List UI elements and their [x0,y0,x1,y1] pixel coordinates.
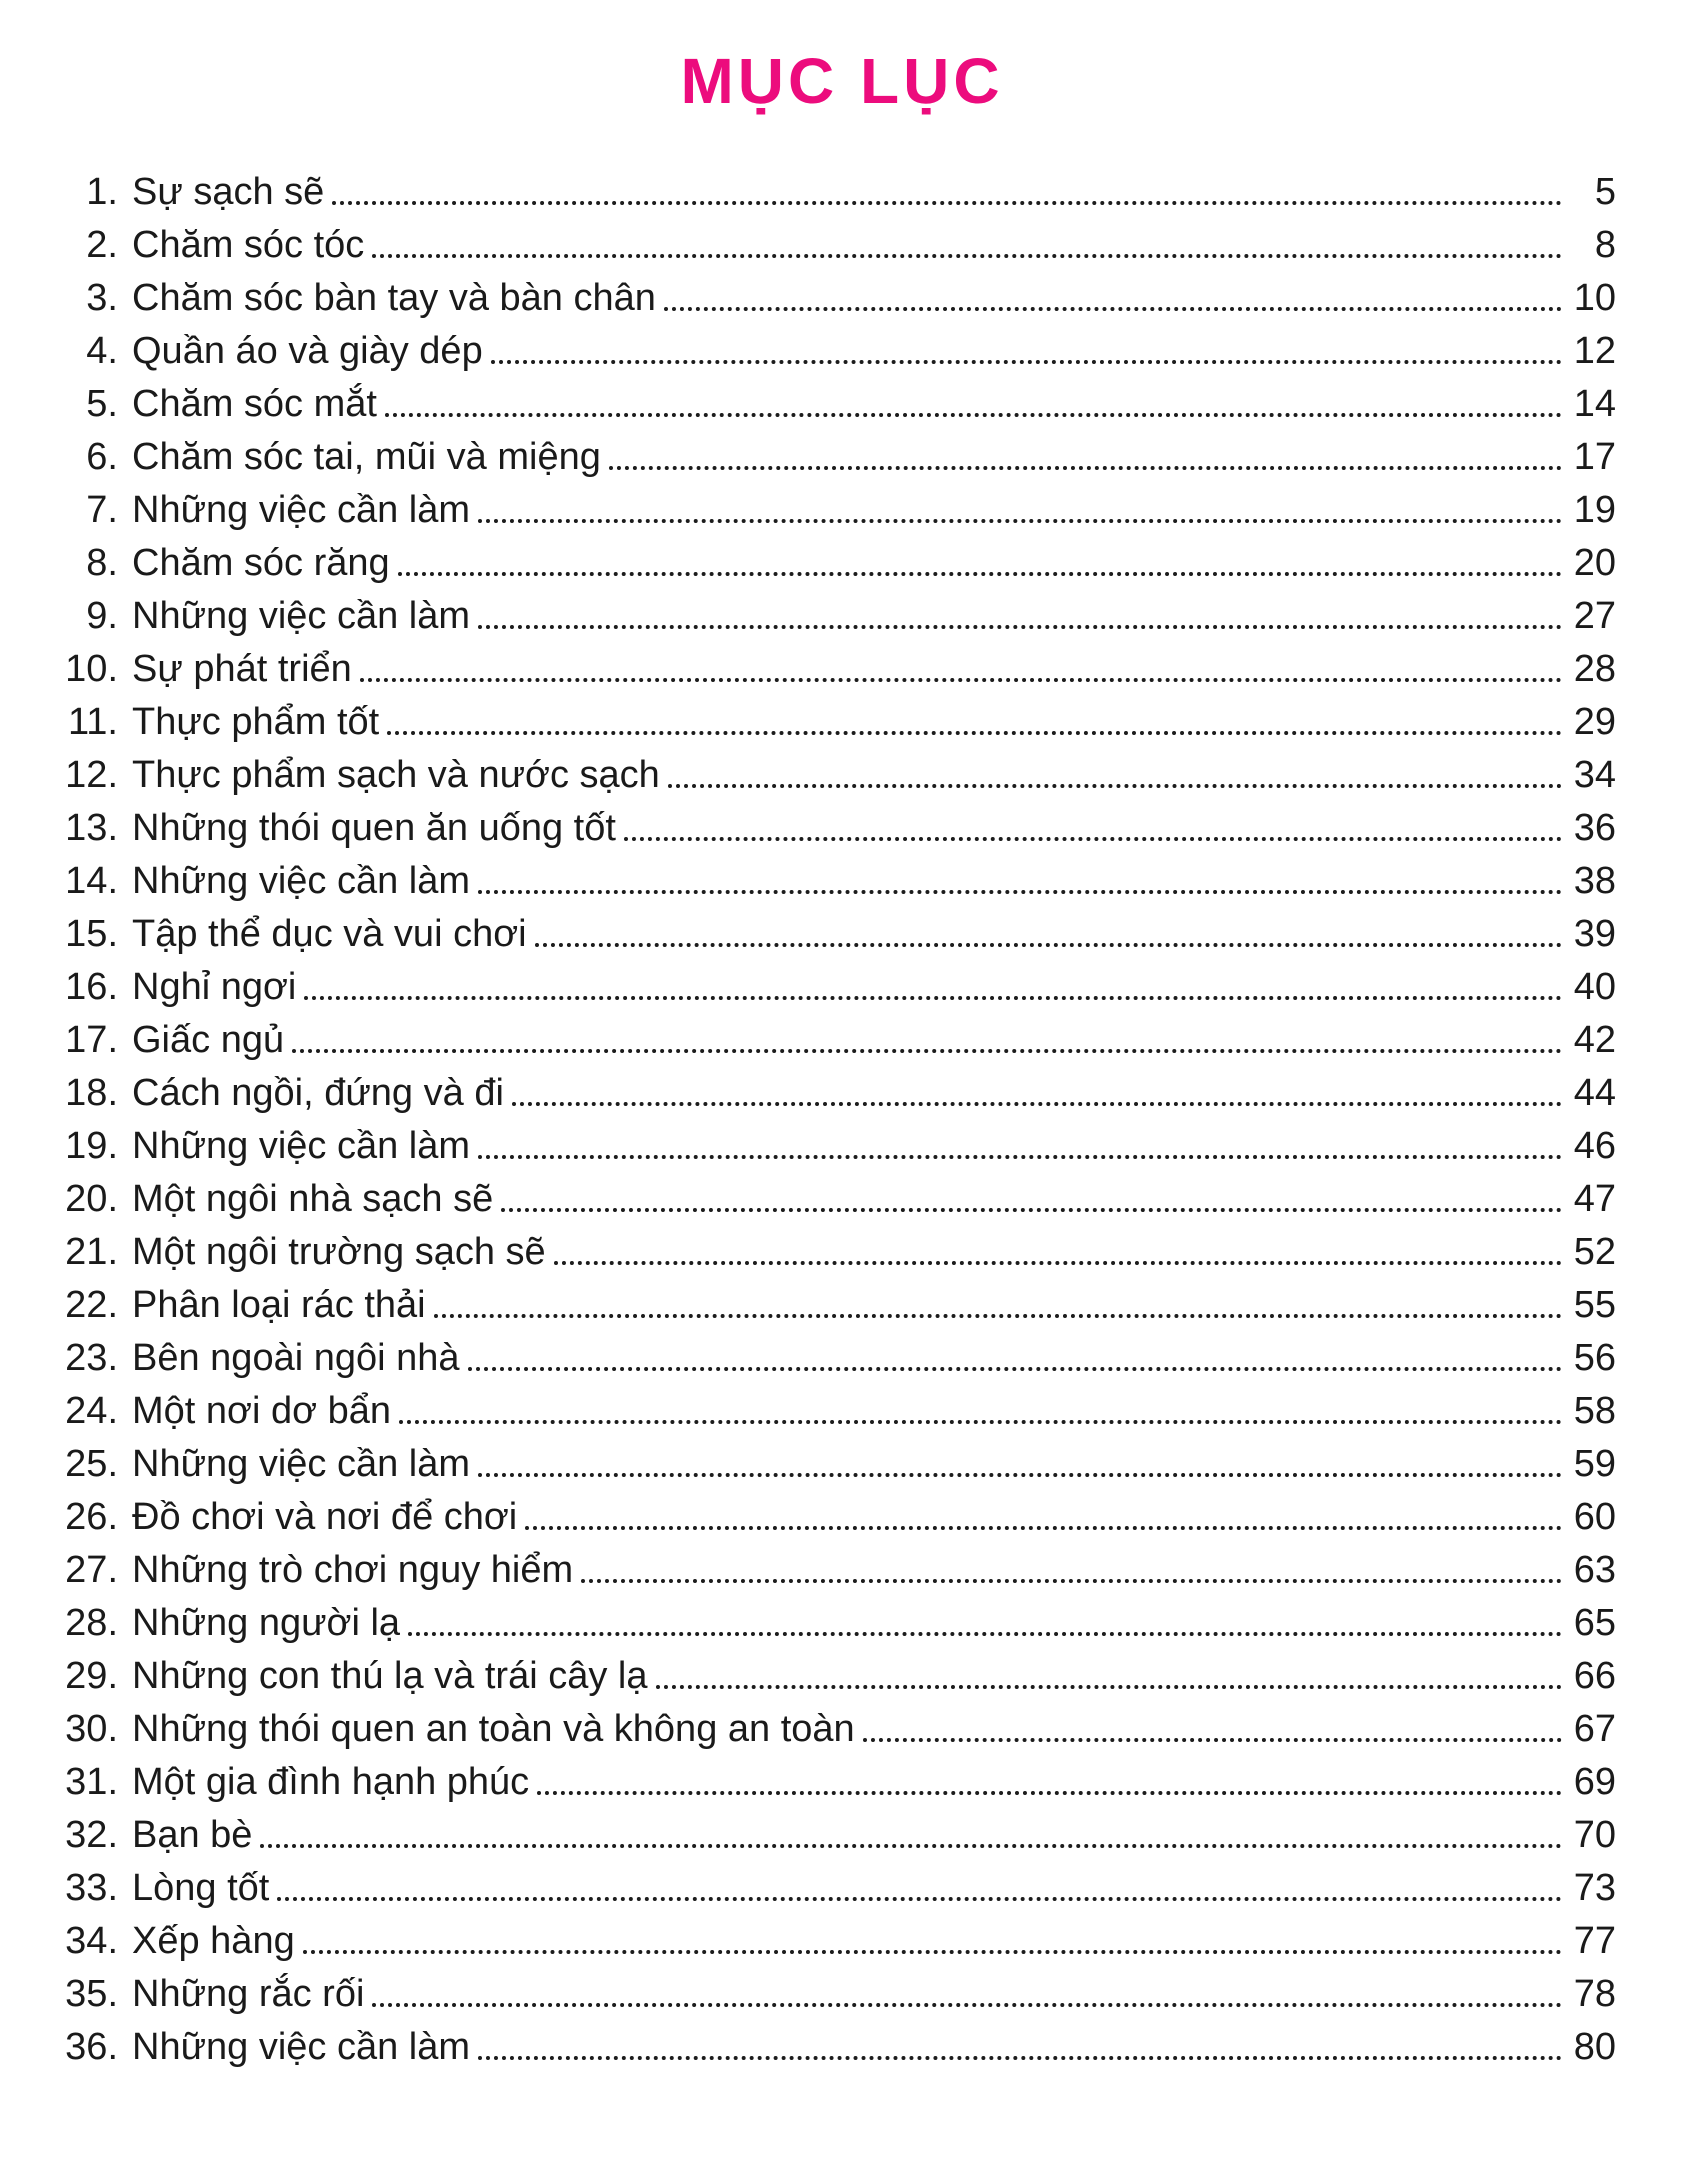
toc-entry [60,1862,1616,1915]
dot-leader [277,1897,1562,1901]
dot-leader [260,1844,1562,1848]
entry-number: 35. [65,1973,118,2015]
toc-entry [60,219,1616,272]
entry-title: Quần áo và giày dép [132,330,483,372]
entry-page: 20 [1573,542,1616,584]
toc-entry [60,1968,1616,2021]
entry-title: Sự sạch sẽ [132,171,325,213]
entry-number: 22. [65,1284,118,1326]
entry-page: 8 [1594,224,1616,266]
dot-leader [478,2056,1562,2060]
entry-title: Những việc cần làm [132,595,471,637]
entry-title: Phân loại rác thải [132,1284,426,1326]
toc-entry [60,908,1616,961]
dot-leader [656,1685,1563,1689]
entry-page: 14 [1573,383,1616,425]
entry-title: Đồ chơi và nơi để chơi [132,1496,518,1538]
entry-number: 30. [65,1708,118,1750]
entry-number: 8. [86,542,118,584]
toc-entry [60,1332,1616,1385]
entry-page: 39 [1573,913,1616,955]
entry-number: 9. [86,595,118,637]
entry-title: Xếp hàng [132,1920,295,1962]
dot-leader [360,678,1562,682]
entry-title: Một ngôi nhà sạch sẽ [132,1178,494,1220]
entry-number: 21. [65,1231,118,1273]
entry-number: 3. [86,277,118,319]
page-title: MỤC LỤC [680,45,1004,117]
entry-number: 5. [86,383,118,425]
toc-entry [60,1438,1616,1491]
entry-number: 2. [86,224,118,266]
dot-leader [399,1420,1562,1424]
toc-entry [60,1809,1616,1862]
toc-entry [60,1597,1616,1650]
entry-page: 44 [1573,1072,1616,1114]
entry-number: 14. [65,860,118,902]
entry-page: 29 [1573,701,1616,743]
entry-page: 70 [1573,1814,1616,1856]
entry-title: Một nơi dơ bẩn [132,1390,391,1432]
entry-number: 34. [65,1920,118,1962]
entry-page: 36 [1573,807,1616,849]
entry-page: 52 [1573,1231,1616,1273]
toc-entry [60,643,1616,696]
entry-page: 46 [1573,1125,1616,1167]
entry-number: 4. [86,330,118,372]
dot-leader [398,572,1562,576]
entry-page: 63 [1573,1549,1616,1591]
entry-title: Bên ngoài ngôi nhà [132,1337,460,1379]
toc-entry [60,1756,1616,1809]
entry-number: 29. [65,1655,118,1697]
entry-page: 73 [1573,1867,1616,1909]
entry-page: 77 [1573,1920,1616,1962]
toc-entry [60,431,1616,484]
dot-leader [581,1579,1562,1583]
entry-page: 47 [1573,1178,1616,1220]
dot-leader [668,784,1562,788]
dot-leader [385,413,1562,417]
toc-entry [60,802,1616,855]
toc-entry [60,378,1616,431]
entry-title: Tập thể dục và vui chơi [132,913,527,955]
dot-leader [624,837,1562,841]
toc-entry [60,166,1616,219]
entry-title: Những rắc rối [132,1973,365,2015]
entry-number: 26. [65,1496,118,1538]
toc-entry [60,1014,1616,1067]
dot-leader [478,1155,1562,1159]
entry-number: 20. [65,1178,118,1220]
entry-title: Những việc cần làm [132,1125,471,1167]
entry-page: 78 [1573,1973,1616,2015]
entry-title: Những việc cần làm [132,1443,471,1485]
entry-title: Những việc cần làm [132,489,471,531]
entry-number: 11. [67,701,118,743]
entry-title: Lòng tốt [132,1867,270,1909]
entry-title: Những việc cần làm [132,2026,471,2068]
toc-list [0,166,1684,2074]
entry-page: 80 [1573,2026,1616,2068]
toc-entry [60,537,1616,590]
entry-number: 6. [86,436,118,478]
entry-page: 40 [1573,966,1616,1008]
entry-title: Chăm sóc răng [132,542,390,584]
toc-entry [60,1385,1616,1438]
toc-entry [60,325,1616,378]
entry-title: Chăm sóc tai, mũi và miệng [132,436,601,478]
dot-leader [468,1367,1562,1371]
entry-number: 24. [65,1390,118,1432]
entry-number: 13. [65,807,118,849]
entry-number: 16. [65,966,118,1008]
entry-number: 12. [65,754,118,796]
entry-page: 66 [1573,1655,1616,1697]
entry-number: 19. [65,1125,118,1167]
toc-entry [60,1491,1616,1544]
toc-entry [60,1120,1616,1173]
dot-leader [434,1314,1562,1318]
entry-title: Những trò chơi nguy hiểm [132,1549,574,1591]
toc-entry [60,961,1616,1014]
toc-entry [60,1703,1616,1756]
entry-page: 27 [1573,595,1616,637]
entry-number: 23. [65,1337,118,1379]
entry-page: 55 [1573,1284,1616,1326]
entry-title: Thực phẩm sạch và nước sạch [132,754,660,796]
entry-number: 33. [65,1867,118,1909]
toc-entry [60,2021,1616,2074]
toc-entry [60,1544,1616,1597]
entry-page: 59 [1573,1443,1616,1485]
entry-title: Những thói quen an toàn và không an toàn [132,1708,855,1750]
entry-number: 32. [65,1814,118,1856]
entry-title: Một gia đình hạnh phúc [132,1761,530,1803]
entry-number: 31. [65,1761,118,1803]
dot-leader [303,1950,1562,1954]
entry-number: 7. [86,489,118,531]
entry-title: Những người lạ [132,1602,401,1644]
entry-number: 17. [65,1019,118,1061]
entry-title: Sự phát triển [132,648,352,690]
dot-leader [292,1049,1562,1053]
entry-title: Bạn bè [132,1814,253,1856]
entry-title: Giấc ngủ [132,1019,285,1061]
dot-leader [372,254,1562,258]
toc-entry [60,1173,1616,1226]
dot-leader [609,466,1562,470]
dot-leader [525,1526,1562,1530]
entry-title: Chăm sóc bàn tay và bàn chân [132,277,656,319]
entry-page: 17 [1573,436,1616,478]
entry-title: Những việc cần làm [132,860,471,902]
entry-number: 25. [65,1443,118,1485]
dot-leader [478,519,1562,523]
toc-entry [60,1226,1616,1279]
toc-entry [60,1915,1616,1968]
toc-entry [60,1067,1616,1120]
entry-title: Một ngôi trường sạch sẽ [132,1231,546,1273]
dot-leader [501,1208,1562,1212]
entry-page: 19 [1573,489,1616,531]
entry-page: 58 [1573,1390,1616,1432]
entry-title: Cách ngồi, đứng và đi [132,1072,504,1114]
entry-title: Chăm sóc mắt [132,383,377,425]
entry-page: 67 [1573,1708,1616,1750]
dot-leader [554,1261,1562,1265]
toc-entry [60,696,1616,749]
toc-entry [60,1650,1616,1703]
toc-entry [60,1279,1616,1332]
entry-page: 69 [1573,1761,1616,1803]
entry-title: Những thói quen ăn uống tốt [132,807,616,849]
toc-entry [60,749,1616,802]
toc-entry [60,484,1616,537]
dot-leader [512,1102,1562,1106]
toc-entry [60,272,1616,325]
entry-number: 10. [65,648,118,690]
toc-entry [60,855,1616,908]
dot-leader [408,1632,1562,1636]
dot-leader [478,1473,1562,1477]
entry-page: 42 [1573,1019,1616,1061]
entry-page: 38 [1573,860,1616,902]
entry-page: 65 [1573,1602,1616,1644]
entry-number: 28. [65,1602,118,1644]
dot-leader [537,1791,1562,1795]
entry-page: 56 [1573,1337,1616,1379]
dot-leader [387,731,1562,735]
dot-leader [664,307,1562,311]
entry-page: 60 [1573,1496,1616,1538]
dot-leader [332,201,1562,205]
entry-number: 1. [86,171,118,213]
entry-number: 27. [65,1549,118,1591]
dot-leader [478,625,1562,629]
dot-leader [491,360,1562,364]
dot-leader [372,2003,1562,2007]
dot-leader [535,943,1562,947]
dot-leader [478,890,1562,894]
dot-leader [863,1738,1562,1742]
entry-number: 15. [65,913,118,955]
entry-page: 12 [1573,330,1616,372]
entry-number: 36. [65,2026,118,2068]
entry-title: Nghỉ ngơi [132,966,297,1008]
entry-title: Những con thú lạ và trái cây lạ [132,1655,648,1697]
entry-page: 10 [1573,277,1616,319]
dot-leader [304,996,1562,1000]
toc-entry [60,590,1616,643]
entry-title: Chăm sóc tóc [132,224,365,266]
entry-page: 28 [1573,648,1616,690]
entry-page: 5 [1594,171,1616,213]
entry-page: 34 [1573,754,1616,796]
entry-title: Thực phẩm tốt [132,701,380,743]
entry-number: 18. [65,1072,118,1114]
